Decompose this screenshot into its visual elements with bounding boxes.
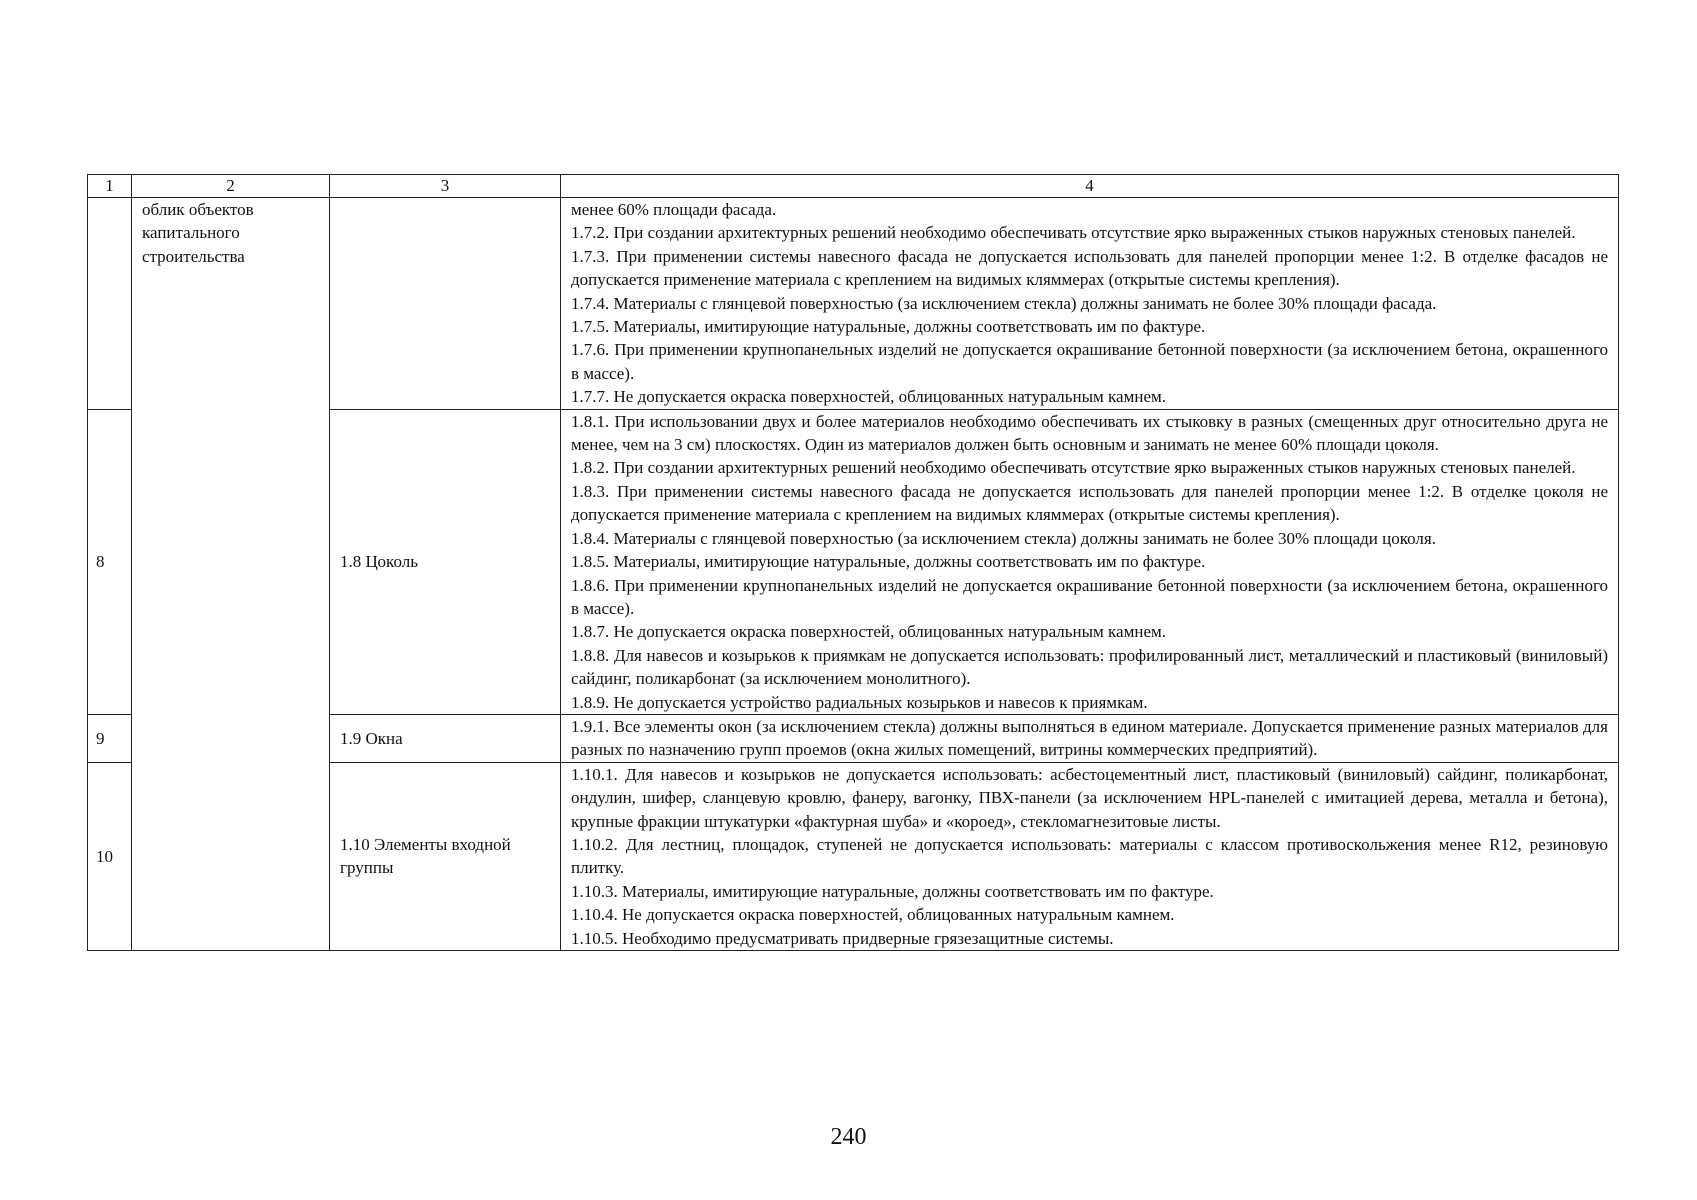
rule-item: 1.7.7. Не допускается окраска поверхностей, облицованных натуральным камнем. (571, 387, 1167, 407)
header-cell-3: 3 (330, 175, 561, 198)
rule-item: 1.10.5. Необходимо предусматривать придверные грязезащитные системы. (571, 928, 1114, 948)
rule-item: 1.8.6. При применении крупнопанельных изделий не допускается окрашивание бетонной поверхности (за исключением бетона, окрашенного в массе). (571, 575, 1608, 618)
rule-item: 1.8.8. Для навесов и козырьков к приямкам не допускается использовать: профилированный лист, металлический и пластиковый (виниловый) сайдинг, поликарбонат (за исключением монолитного). (571, 645, 1608, 689)
rule-item: 1.8.7. Не допускается окраска поверхностей, облицованных натуральным камнем. (571, 622, 1167, 642)
rule-item: 1.10.3. Материалы, имитирующие натуральные, должны соответствовать им по фактуре. (571, 881, 1214, 901)
row-number (88, 198, 132, 410)
rule-item: менее 60% площади фасада. (571, 200, 777, 219)
row-number: 10 (88, 762, 132, 950)
rule-item: 1.9.1. Все элементы окон (за исключением стекла) должны выполняться в едином материале. Допускается применение разных материалов для разных по назначению групп проемов (окна жилых помещений, витрины коммерческих предприятий). (571, 716, 1608, 760)
rule-item: 1.7.2. При создании архитектурных решений необходимо обеспечивать отсутствие ярко выраженных стыков наружных стеновых панелей. (571, 223, 1576, 243)
requirements-table (87, 174, 1619, 951)
rule-item: 1.8.1. При использовании двух и более материалов необходимо обеспечивать их стыковку в разных (смещенных друг относительно друга не менее, чем на 3 см) плоскостях. Один из материалов должен быть основным и занимать не менее 60% площади цоколя. (571, 411, 1608, 455)
rule-item: 1.7.6. При применении крупнопанельных изделий не допускается окрашивание бетонной поверхности (за исключением бетона, окрашенного в массе). (571, 340, 1608, 383)
rule-item: 1.10.2. Для лестниц, площадок, ступеней не допускается использовать: материалы с классом противоскольжения менее R12, резиновую плитку. (571, 834, 1608, 878)
rule-item: 1.8.5. Материалы, имитирующие натуральные, должны соответствовать им по фактуре. (571, 552, 1206, 572)
section-cell: 1.8 Цоколь (330, 409, 561, 714)
header-row (88, 175, 1619, 198)
rules-cell (561, 714, 1619, 762)
rules-cell (561, 409, 1619, 714)
rule-item: 1.10.1. Для навесов и козырьков не допускается использовать: асбестоцементный лист, пластиковый (виниловый) сайдинг, поликарбонат, ондулин, шифер, сланцевую кровлю, фанеру, вагонку, ПВХ-панели (за исключением HPL-панелей с имитацией дерева, металла и бетона), крупные фракции штукатурки «фактурная шуба» и «короед», стекломагнезитовые листы. (571, 764, 1608, 831)
header-cell-1: 1 (88, 175, 132, 198)
header-cell-2: 2 (132, 175, 330, 198)
section-cell (330, 198, 561, 410)
row-number: 9 (88, 714, 132, 762)
rule-item: 1.8.4. Материалы с глянцевой поверхностью (за исключением стекла) должны занимать не более 30% площади цоколя. (571, 528, 1436, 548)
rule-item: 1.8.2. При создании архитектурных решений необходимо обеспечивать отсутствие ярко выраженных стыков наружных стеновых панелей. (571, 458, 1576, 478)
rule-item: 1.8.9. Не допускается устройство радиальных козырьков и навесов к приямкам. (571, 692, 1148, 712)
rule-item: 1.8.3. При применении системы навесного фасада не допускается использовать для панелей пропорции менее 1:2. В отделке цоколя не допускается применение материала с креплением на видимых кляммерах (открытые системы крепления). (571, 481, 1608, 525)
rules-cell (561, 198, 1619, 410)
rule-item: 1.7.3. При применении системы навесного фасада не допускается использовать для панелей пропорции менее 1:2. В отделке фасадов не допускается применение материала с креплением на видимых кляммерах (открытые системы крепления). (571, 246, 1608, 290)
section-cell: 1.10 Элементы входной группы (330, 762, 561, 950)
page-number: 240 (830, 1124, 867, 1150)
rule-item: 1.7.4. Материалы с глянцевой поверхностью (за исключением стекла) должны занимать не более 30% площади фасада. (571, 293, 1437, 313)
header-cell-4: 4 (561, 175, 1619, 198)
section-cell: 1.9 Окна (330, 714, 561, 762)
rule-item: 1.7.5. Материалы, имитирующие натуральные, должны соответствовать им по фактуре. (571, 317, 1206, 337)
row-number: 8 (88, 409, 132, 714)
rules-cell (561, 762, 1619, 950)
category-cell: облик объектов капитального строительства (132, 198, 330, 951)
table-row (88, 198, 1619, 410)
rule-item: 1.10.4. Не допускается окраска поверхностей, облицованных натуральным камнем. (571, 905, 1175, 925)
